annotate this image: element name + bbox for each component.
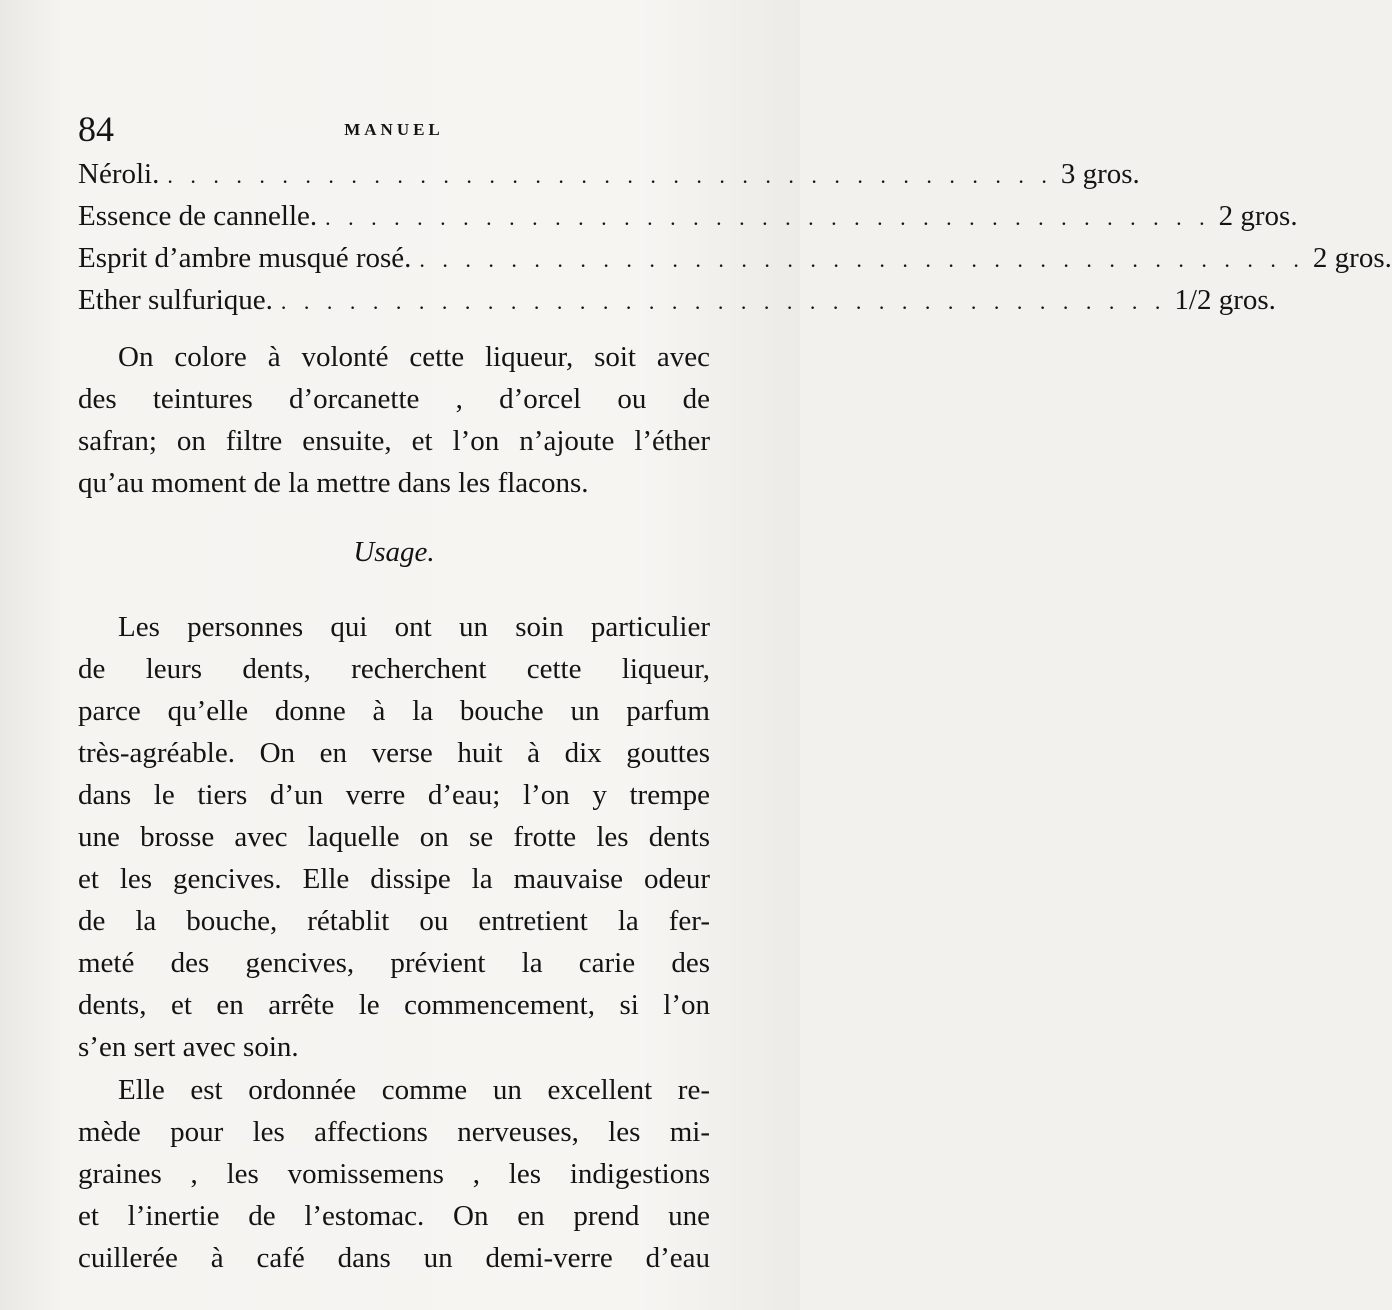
text-line: et les gencives. Elle dissipe la mauvaise odeur	[78, 863, 710, 895]
paragraph-usage	[78, 606, 710, 1068]
dot-leader: . . . . . . . . . . . . . . . . . . . . . . . . . . . . . . . . . . . . . . .	[167, 163, 1053, 188]
paragraph-remedy	[78, 1069, 710, 1279]
section-heading: Usage.	[353, 536, 435, 568]
text-line: graines , les vomissemens , les indigestions	[78, 1158, 710, 1190]
running-title: MANUEL	[344, 120, 444, 139]
ingredient-quantity: 1/2 gros.	[1174, 284, 1276, 316]
dot-leader: . . . . . . . . . . . . . . . . . . . . . . . . . . . . . . . . . . . . . . .	[419, 247, 1305, 272]
dot-leader: . . . . . . . . . . . . . . . . . . . . . . . . . . . . . . . . . . . . . . .	[325, 205, 1211, 230]
text-line: très-agréable. On en verse huit à dix gouttes	[78, 737, 710, 769]
ingredient-name: Essence de cannelle.	[78, 200, 318, 232]
text-line: une brosse avec laquelle on se frotte les dents	[78, 821, 710, 853]
text-line: dents, et en arrête le commencement, si l’on	[78, 989, 710, 1021]
ingredient-row	[78, 195, 1298, 237]
text-line: cuillerée à café dans un demi-verre d’eau	[78, 1242, 710, 1274]
text-line: Les personnes qui ont un soin particulier	[118, 611, 710, 643]
text-line: parce qu’elle donne à la bouche un parfum	[78, 695, 710, 727]
text-line: dans le tiers d’un verre d’eau; l’on y trempe	[78, 779, 710, 811]
ingredient-name: Esprit d’ambre musqué rosé.	[78, 242, 412, 274]
paragraph-coloring	[78, 336, 710, 504]
text-line: s’en sert avec soin.	[78, 1031, 299, 1063]
text-line: de leurs dents, recherchent cette liqueur,	[78, 653, 710, 685]
text-line: Elle est ordonnée comme un excellent re-	[118, 1074, 710, 1106]
text-line: mède pour les affections nerveuses, les mi-	[78, 1116, 710, 1148]
text-line: de la bouche, rétablit ou entretient la fer-	[78, 905, 710, 937]
ingredient-quantity: 2 gros.	[1312, 242, 1392, 274]
ingredient-name: Néroli.	[78, 158, 160, 190]
text-line: On colore à volonté cette liqueur, soit avec	[118, 341, 710, 373]
text-line: meté des gencives, prévient la carie des	[78, 947, 710, 979]
page-number: 84	[78, 109, 114, 149]
page-header	[78, 108, 710, 148]
text-line: safran; on filtre ensuite, et l’on n’ajoute l’éther	[78, 425, 710, 457]
ingredient-row	[78, 279, 1276, 321]
ingredient-quantity: 3 gros.	[1060, 158, 1140, 190]
ingredient-name: Ether sulfurique.	[78, 284, 273, 316]
dot-leader: . . . . . . . . . . . . . . . . . . . . . . . . . . . . . . . . . . . . . . .	[280, 289, 1167, 314]
text-line: et l’inertie de l’estomac. On en prend une	[78, 1200, 710, 1232]
text-line: des teintures d’orcanette , d’orcel ou de	[78, 383, 710, 415]
ingredient-quantity: 2 gros.	[1218, 200, 1298, 232]
ingredient-row	[78, 153, 1140, 195]
ingredient-row	[78, 237, 1392, 279]
ingredient-list	[78, 153, 1392, 321]
text-line: qu’au moment de la mettre dans les flacons.	[78, 467, 589, 499]
